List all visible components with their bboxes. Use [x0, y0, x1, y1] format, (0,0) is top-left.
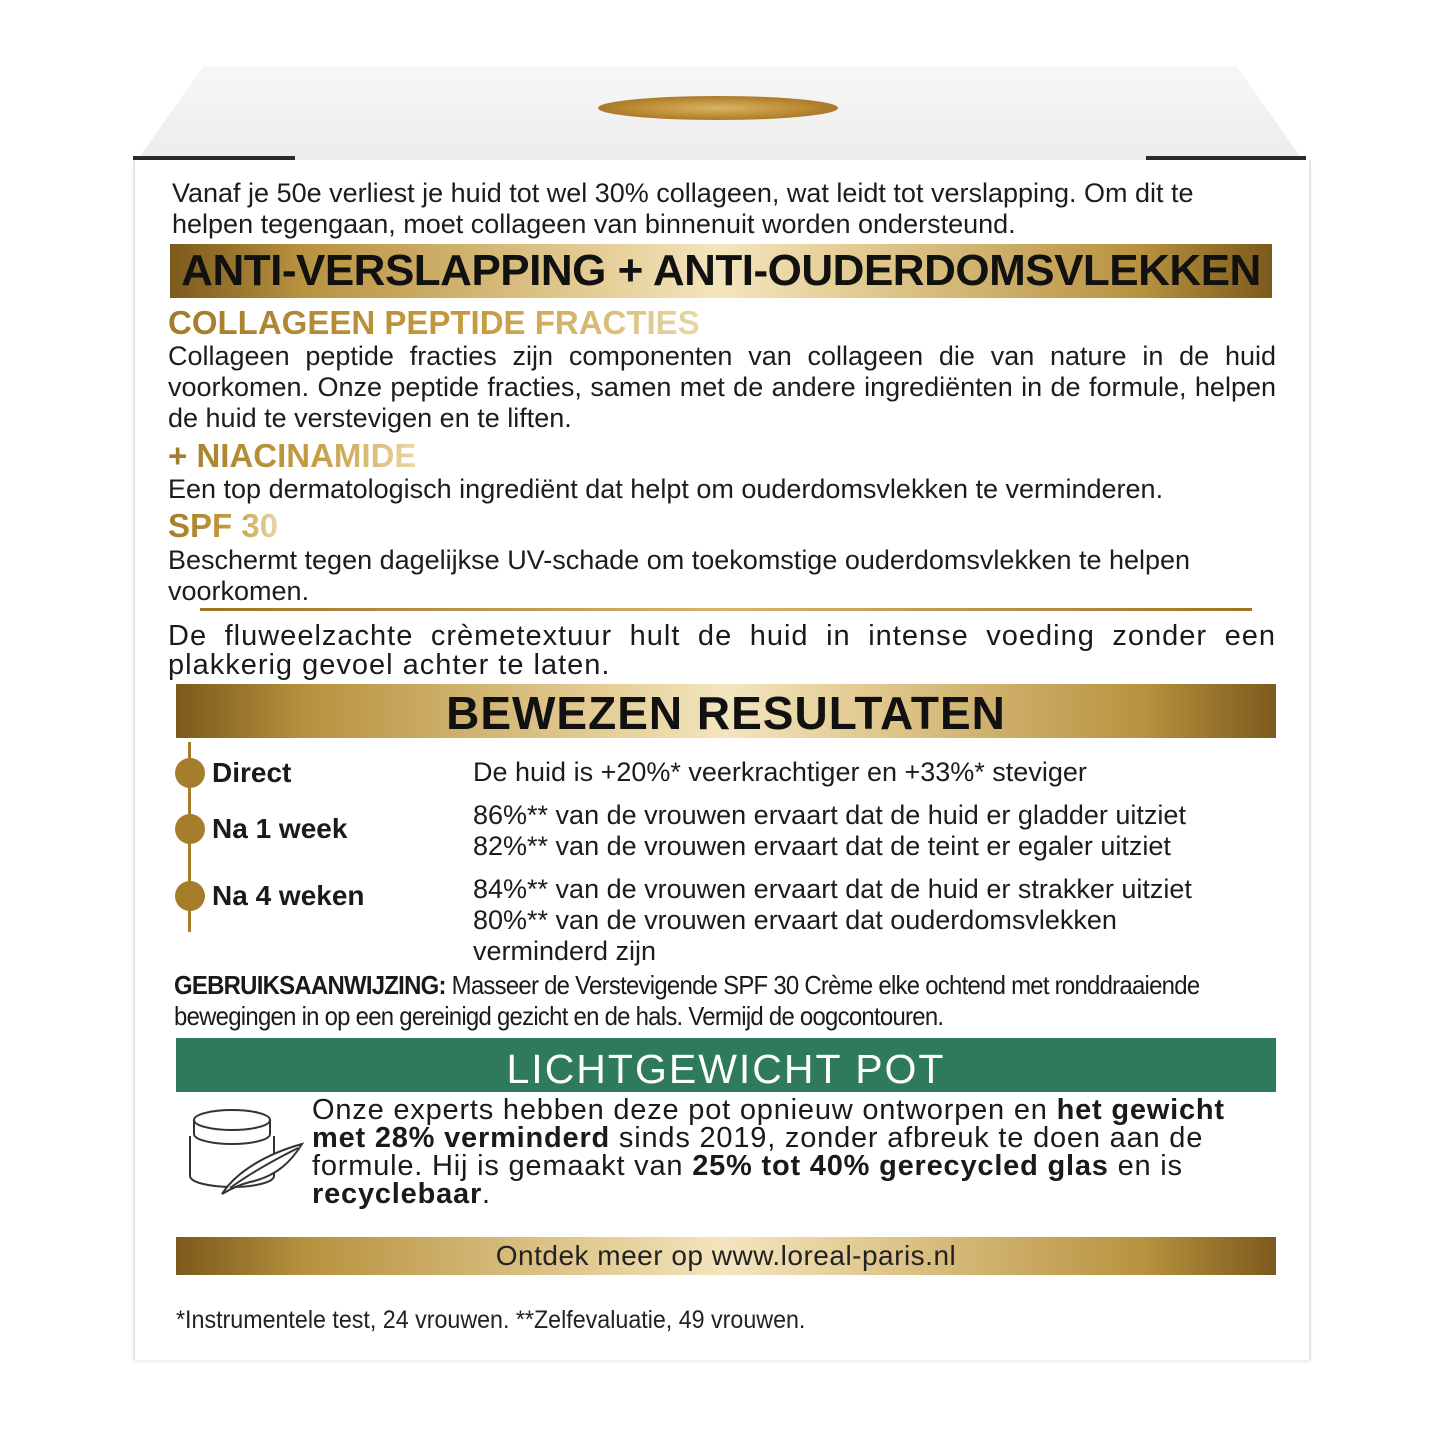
result-line: 82%** van de vrouwen ervaart dat de teint er egaler uitziet: [473, 831, 1171, 861]
result-line: 80%** van de vrouwen ervaart dat ouderdomsvlekken: [473, 905, 1117, 935]
text-niacinamide: Een top dermatologisch ingrediënt dat helpt om ouderdomsvlekken te verminderen.: [168, 474, 1164, 504]
jar-leaf-icon: [186, 1102, 306, 1197]
footnote: *Instrumentele test, 24 vrouwen. **Zelfevaluatie, 49 vrouwen.: [176, 1306, 806, 1334]
pot-band: [176, 1038, 1276, 1092]
result-line: 86%** van de vrouwen ervaart dat de huid er gladder uitziet: [473, 800, 1186, 830]
usage-instructions: [174, 970, 1273, 1032]
timeline-dot: [175, 758, 205, 788]
results-title: BEWEZEN RESULTATEN: [446, 687, 1006, 739]
intro-text: Vanaf je 50e verliest je huid tot wel 30% collageen, wat leidt tot verslapping. Om dit te helpen tegengaan, moet collageen van binnenuit worden ondersteund.: [172, 178, 1194, 239]
texture-text: De fluweelzachte crèmetextuur hult de huid in intense voeding zonder een plakkerig gevoel achter te laten.: [168, 620, 1276, 681]
heading-spf: SPF 30: [168, 507, 279, 544]
pot-description: [312, 1096, 1252, 1208]
page-title: ANTI-VERSLAPPING + ANTI-OUDERDOMSVLEKKEN: [181, 246, 1261, 295]
url-band: [176, 1237, 1276, 1275]
result-line: De huid is +20%* veerkrachtiger en +33%* steviger: [473, 757, 1087, 787]
usage-label: GEBRUIKSAANWIJZING:: [174, 970, 446, 1000]
pot-text-part: sinds 2019, zonder afbreuk te doen aan de formule. Hij is gemaakt van: [312, 1122, 1204, 1182]
pot-bold-recyclable: recyclebaar: [312, 1178, 483, 1210]
text-collageen: Collageen peptide fracties zijn componenten van collageen die van nature in de huid voorkomen. Onze peptide fracties, samen met de andere ingrediënten in de formule, helpen de huid te verstevigen en te liften.: [168, 341, 1276, 433]
timeline-dot: [175, 814, 205, 844]
title-band: [170, 244, 1272, 298]
lid-emblem-icon: [598, 96, 838, 120]
pot-bold-weight: het gewicht met 28% verminderd: [312, 1094, 1225, 1154]
divider: [200, 608, 1252, 611]
results-band: [176, 684, 1276, 738]
pot-text-part: .: [482, 1178, 491, 1210]
usage-text: Masseer de Verstevigende SPF 30 Crème elke ochtend met ronddraaiende bewegingen in op een gereinigd gezicht en de hals. Vermijd de oogcontouren.: [174, 970, 1200, 1031]
pot-bold-glass: 25% tot 40% gerecycled glas: [692, 1150, 1109, 1182]
text-spf: Beschermt tegen dagelijkse UV-schade om toekomstige ouderdomsvlekken te helpen voorkomen.: [168, 545, 1191, 606]
stage-direct: Direct: [212, 757, 292, 788]
heading-collageen: COLLAGEEN PEPTIDE FRACTIES: [168, 304, 700, 341]
result-line: 84%** van de vrouwen ervaart dat de huid er strakker uitziet: [473, 874, 1192, 904]
website-text: Ontdek meer op www.loreal-paris.nl: [495, 1240, 957, 1271]
timeline-dot: [175, 881, 205, 911]
pot-text-part: Onze experts hebben deze pot opnieuw ontworpen en: [312, 1094, 1057, 1126]
pot-text-part: en is: [1108, 1150, 1183, 1182]
pot-title: LICHTGEWICHT POT: [506, 1046, 946, 1092]
stage-4-weken: Na 4 weken: [212, 880, 365, 911]
stage-1-week: Na 1 week: [212, 813, 348, 844]
result-line: verminderd zijn: [473, 936, 657, 966]
heading-niacinamide: + NIACINAMIDE: [168, 437, 417, 474]
